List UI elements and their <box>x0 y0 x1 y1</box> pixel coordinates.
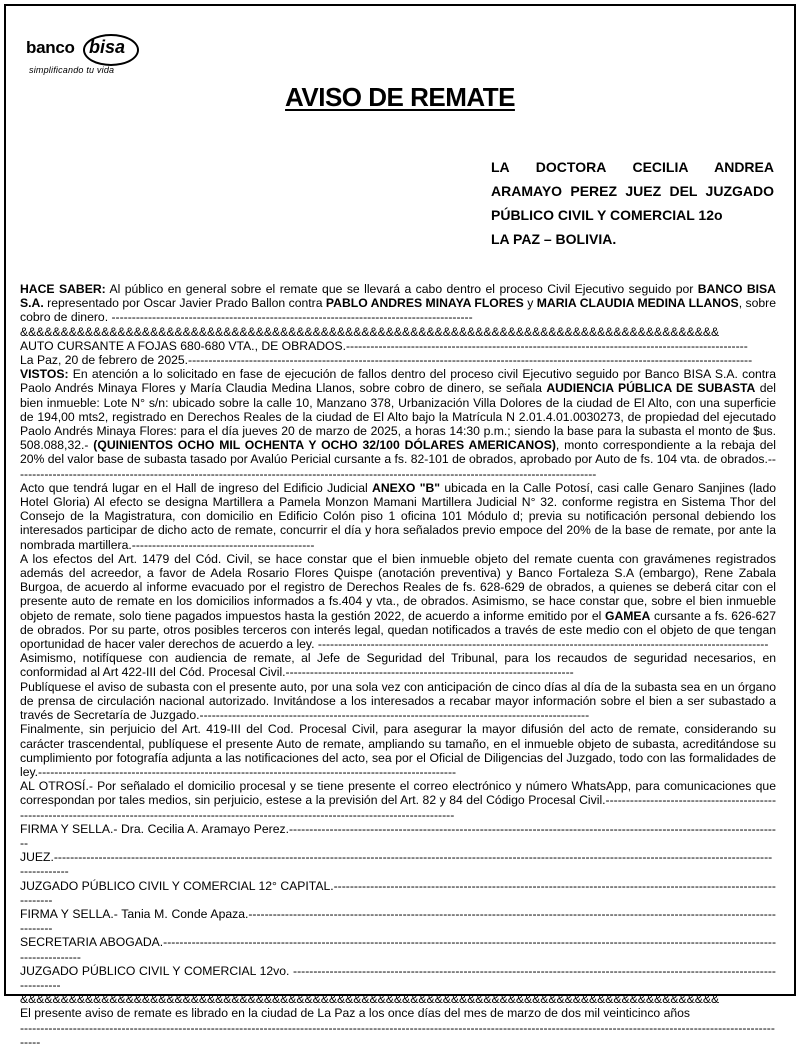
text: , monto correspondiente a la rebaja del 20% del valor base de subasta tasado por Avalúo Pericial cursante a fs. 82-101 de obrados, aprobado por Auto de fs. 104 vta. de obrados.------------------------------------------------------------------------------------------------------------------------------------------------ <box>20 438 776 481</box>
paragraph-publiquese: Publíquese el aviso de subasta con el presente auto, por una sola vez con anticipación de cinco días al día de la subasta sea en un órgano de prensa de circulación nacional autorizado. Invitándose a los interesados a recabar mayor información sobre el bien a ser subastado a través de Secretaría de Juzgado.------------------------------------------------------------------------------------------------ <box>20 679 776 723</box>
banco-bisa-logo <box>26 34 146 84</box>
text: y <box>523 296 537 311</box>
text: cursante a fs. 626-627 de obrados. Por su parte, otros posibles terceros con interés legal, quedan notificados a través de este medio con el objeto de que tengan oportunidad de hacer valer derechos de acuerdo a ley. --------------------------------------------------------------------------------------------------------------- <box>20 608 776 652</box>
logo-bisa-text: bisa <box>89 37 126 57</box>
paragraph-vistos <box>20 367 776 481</box>
text: A los efectos del Art. 1479 del Cód. Civil, se hace constar que el bien inmueble objeto del remate cuenta con gravámenes registrados además del acreedor, a favor de Adela Rosario Flores Quispe (anotación preventiva) y Banco Fortaleza S.A (embargo), Rene Zabala Burgoa, de acuerdo al informe evacuado por el registro de Derechos Reales de fs. 628-629 de obrados, a quienes se deberá citar con el presente auto de remate en los domicilios informados a fs.404 y vta., de obrados. Asimismo, se hace constar que, sobre el bien inmueble objeto de remate, solo tiene pagados impuestos hasta la gestión 2022, de acuerdo a informe emitido por el <box>20 551 776 623</box>
text: En atención a lo solicitado en fase de ejecución de fallos dentro del proceso civil Ejecutivo seguido por Banco BISA S.A. contra Paolo Andrés Minaya Flores y María Claudia Medina Llanos, sobre cobro de dinero, se señala <box>20 367 776 396</box>
text: representado por Oscar Javier Prado Ballon contra <box>43 296 326 311</box>
page-title <box>0 82 800 113</box>
paragraph-otrosi: AL OTROSÍ.- Por señalado el domicilio procesal y se tiene presente el correo electrónico y número WhatsApp, para comunicaciones que correspondan por tales medios, sin perjuicio, estese a la previsión del Art. 82 y 84 del Código Procesal Civil.----------------------------------------------------------------------------------------------------------------------------------------------------- <box>20 779 776 822</box>
bank-name: BANCO BISA S.A. <box>20 282 776 311</box>
judge-line-3: PÚBLICO CIVIL Y COMERCIAL 12o <box>491 207 723 223</box>
signature-secretary: FIRMA Y SELLA.- Tania M. Conde Apaza.------------------------------------------------------------------------------------------------------------------------------------------ <box>20 906 776 936</box>
defendant-2: MARIA CLAUDIA MEDINA LLANOS <box>536 296 739 311</box>
closing-paragraph: El presente aviso de remate es librado en la ciudad de La Paz a los once días del mes de marzo de dos mil veinticinco años <box>20 1006 691 1021</box>
court-line-2: JUZGADO PÚBLICO CIVIL Y COMERCIAL 12vo. --------------------------------------------------------------------------------------------------------------------------------- <box>20 963 776 992</box>
gamea-label: GAMEA <box>604 608 651 623</box>
paragraph-asimismo: Asimismo, notifíquese con audiencia de remate, al Jefe de Seguridad del Tribunal, para los recaudos de seguridad necesarios, en conformidad al Art 422-III del Cód. Procesal Civil.----------------------------------------------------------------------- <box>20 651 776 680</box>
ampersand-line-2: &&&&&&&&&&&&&&&&&&&&&&&&&&&&&&&&&&&&&&&&&&&&&&&&&&&&&&&&&&&&&&&&&&&&&&&&&&&&&&&&&&&&&& <box>20 992 720 1007</box>
ampersand-line-1: &&&&&&&&&&&&&&&&&&&&&&&&&&&&&&&&&&&&&&&&&&&&&&&&&&&&&&&&&&&&&&&&&&&&&&&&&&&&&&&&&&&&&& <box>20 324 720 339</box>
signature-judge: FIRMA Y SELLA.- Dra. Cecilia A. Aramayo Perez.-------------------------------------------------------------------------------------------------------------------------- <box>20 821 776 850</box>
text: , sobre cobro de dinero. ----------------------------------------------------------------------------------------- <box>20 296 776 325</box>
date-line: La Paz, 20 de febrero de 2025.------------------------------------------------------------------------------------------------------------------------------------------- <box>20 353 753 368</box>
auction-label: AUDIENCIA PÚBLICA DE SUBASTA <box>546 381 756 396</box>
defendant-1: PABLO ANDRES MINAYA FLORES <box>325 296 524 311</box>
text: del bien inmueble: Lote N° s/n: ubicado sobre la calle 10, Manzano 378, Urbanización Villa Dolores de la ciudad de El Alto, con una superficie de 194,00 mts2, registrado en Derechos Reales de la ciudad de El Alto bajo la Matrícula N 2.01.4.01.0030273, de propiedad del ejecutado Paolo Andrés Minaya Flores: para el día jueves 20 de marzo de 2025, a horas 14:30 p.m.; siendo la base para la subasta el monto de $us. 508.088,32.- <box>20 381 776 453</box>
judge-line-2: ARAMAYO PEREZ JUEZ DEL JUZGADO <box>491 183 774 199</box>
text: Acto que tendrá lugar en el Hall de ingreso del Edificio Judicial <box>20 480 373 495</box>
annex-label: ANEXO "B" <box>372 480 441 495</box>
logo-tagline: simplificando tu vida <box>29 65 115 75</box>
secretary-title: SECRETARIA ABOGADA.---------------------------------------------------------------------------------------------------------------------------------------------------------------------- <box>20 935 776 964</box>
judge-line-1: LA DOCTORA CECILIA ANDREA <box>491 159 774 175</box>
notice-body <box>20 282 776 1049</box>
end-dash-line: ----------------------------------------------------------------------------------------------------------------------------------------------------------------------------------------------- <box>20 1020 775 1049</box>
judge-heading <box>491 155 774 251</box>
logo-banco-text: banco <box>26 38 75 57</box>
judge-line-4: LA PAZ – BOLIVIA. <box>491 231 617 247</box>
paragraph-efectos <box>20 552 776 651</box>
paragraph-finalmente: Finalmente, sin perjuicio del Art. 419-III del Cod. Procesal Civil, para asegurar la mayor difusión del acto de remate, considerando su carácter trascendental, publíquese el presente Auto de remate, ampliando su tamaño, en el inmueble objeto de subasta, acreditándose su cumplimiento por fotografía adjunta a las notificaciones del acto, sea por el Oficial de Diligencias del Juzgado, todo con las formalidades de ley.------------------------------------------------------------------------------------------------------- <box>20 722 776 779</box>
judge-title: JUEZ.--------------------------------------------------------------------------------------------------------------------------------------------------------------------------------------------- <box>20 850 773 879</box>
text: Al público en general sobre el remate que se llevará a cabo dentro el proceso Civil Ejecutivo seguido por <box>105 282 698 296</box>
auto-line: AUTO CURSANTE A FOJAS 680-680 VTA., DE OBRADOS.--------------------------------------------------------------------------------------------------- <box>20 338 748 353</box>
court-line-1: JUZGADO PÚBLICO CIVIL Y COMERCIAL 12° CAPITAL.--------------------------------------------------------------------------------------------------------------------- <box>20 878 776 907</box>
title-text: AVISO DE REMATE <box>285 82 515 112</box>
amount-words: (QUINIENTOS OCHO MIL OCHENTA Y OCHO 32/100 DÓLARES AMERICANOS) <box>93 438 556 453</box>
paragraph-hace-saber <box>20 282 776 325</box>
label-vistos: VISTOS: <box>20 367 69 382</box>
paragraph-acto <box>20 481 776 552</box>
text: ubicada en la Calle Potosí, casi calle Genaro Sanjines (lado Hotel Gloria) Al efecto se designa Martillera a Pamela Monzon Mamani Martillera Judicial N° 32. conforme registra en Sistema Thor del Consejo de la Magistratura, con domicilio en Edificio Colón piso 1 oficina 101 Módulo d; previa su notificación personal debiendo los interesados participar de dicho acto de remate, concurrir el día y hora señalados previo empoce del 20% de la base de remate, por ante la nombrada martillera.--------------------------------------------- <box>20 480 776 552</box>
label-hace-saber: HACE SABER: <box>20 282 106 296</box>
